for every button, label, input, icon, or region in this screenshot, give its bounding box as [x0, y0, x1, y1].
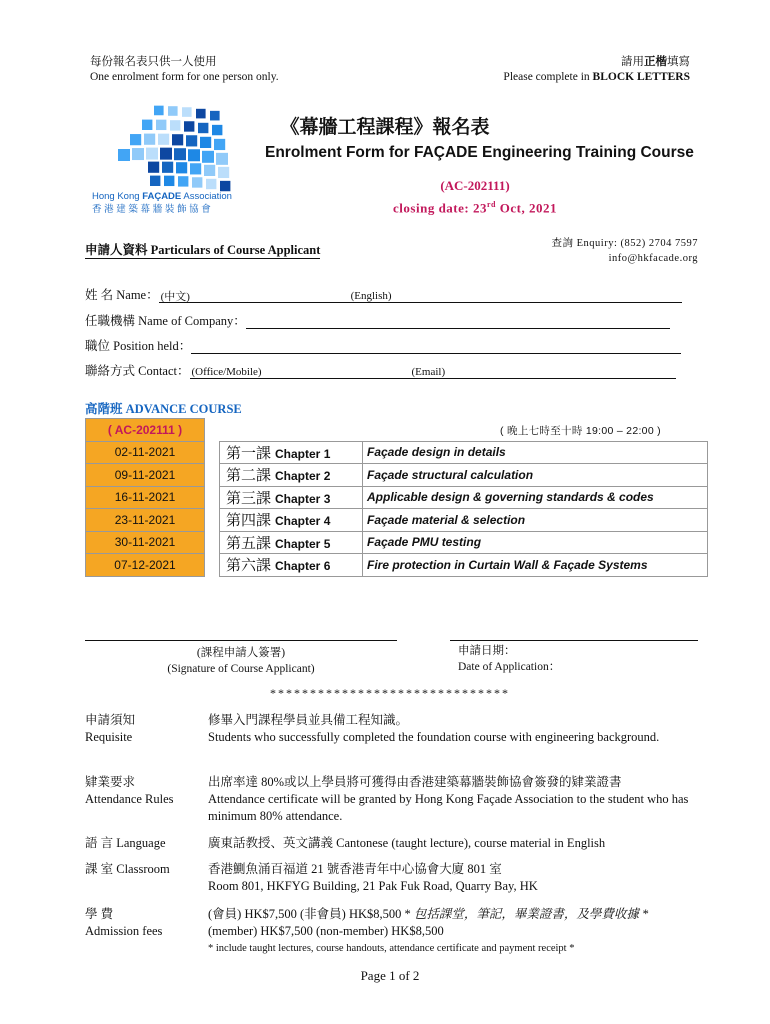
schedule-chapter — [220, 531, 363, 554]
contact-label: 聯絡方式 Contact： — [85, 364, 190, 378]
chapter-cn: 第一課 — [226, 444, 272, 462]
block-letters-en-prefix: Please complete in — [503, 71, 593, 83]
fees-label — [85, 906, 162, 940]
schedule-date: 02-11-2021 — [86, 441, 205, 464]
application-date-cn: 申請日期： — [458, 645, 516, 657]
table-row — [86, 554, 708, 577]
attendance-value-cn: 出席率達 80%或以上學員將可獲得由香港建築幕牆裝飾協會簽發的肄業證書 — [208, 775, 622, 789]
name-field-row — [85, 285, 682, 303]
requisite-value — [208, 712, 698, 746]
association-name-en-bold: FAÇADE — [142, 191, 182, 202]
logo-tile — [118, 149, 130, 161]
one-form-notice — [90, 55, 279, 85]
chapter-cn: 第六課 — [226, 557, 272, 575]
attendance-label — [85, 774, 174, 808]
position-label: 職位 Position held： — [85, 339, 192, 353]
chapter-en: Chapter 5 — [275, 536, 331, 551]
chapter-en: Chapter 4 — [275, 514, 331, 529]
attendance-value-en: Attendance certificate will be granted by Hong Kong Façade Association to the student who has minimum 80% attendance. — [208, 792, 689, 823]
schedule-chapter — [220, 509, 363, 532]
fees-label-en: Admission fees — [85, 924, 163, 938]
classroom-value — [208, 861, 698, 895]
company-label: 任職機構 Name of Company： — [85, 314, 246, 328]
enquiry-info — [552, 236, 699, 266]
block-letters-cn-suffix: 填寫 — [667, 56, 690, 68]
logo-tile — [218, 167, 229, 178]
logo-tile — [190, 163, 201, 174]
schedule-date: 23-11-2021 — [86, 509, 205, 532]
block-letters-en-bold: BLOCK LETTERS — [592, 71, 690, 83]
requisite-label — [85, 712, 135, 746]
chapter-en: Chapter 2 — [275, 469, 331, 484]
page-number: Page 1 of 2 — [360, 968, 420, 983]
closing-date-suffix: Oct, 2021 — [495, 200, 557, 216]
applicant-heading: 申請人資料 Particulars of Course Applicant — [85, 240, 320, 259]
closing-date-prefix: closing date: 23 — [393, 200, 487, 216]
logo-tile — [214, 139, 225, 150]
chapter-en: Chapter 6 — [275, 559, 331, 574]
chapter-cn: 第三課 — [226, 489, 272, 507]
table-row — [86, 531, 708, 554]
fees-value-line1: (會員) HK$7,500 (非會員) HK$8,500 * — [208, 907, 411, 921]
schedule-topic: Façade PMU testing — [363, 531, 708, 554]
signature-line[interactable] — [85, 640, 397, 641]
form-title-en: Enrolment Form for FAÇADE Engineering Training Course — [265, 144, 694, 161]
logo-tile — [188, 149, 200, 161]
association-name-cn: 香 港 建 築 幕 牆 裝 飾 協 會 — [92, 204, 211, 215]
company-field-row — [85, 311, 670, 329]
enquiry-phone: 查詢 Enquiry: (852) 2704 7597 — [551, 238, 698, 249]
fees-value-note: 包括課堂，筆記，畢業證書，及學費收據 * — [410, 907, 649, 921]
logo-tile — [162, 162, 173, 173]
application-date-line[interactable] — [450, 640, 698, 641]
company-input[interactable] — [246, 314, 670, 329]
contact-phone-input[interactable] — [190, 364, 410, 379]
name-cn-input[interactable] — [159, 288, 349, 303]
course-code: (AC-202111) — [440, 178, 510, 193]
chapter-cn: 第五課 — [226, 534, 272, 552]
requisite-value-cn: 修畢入門課程學員並具備工程知識。 — [208, 713, 409, 727]
classroom-value-en: Room 801, HKFYG Building, 21 Pak Fuk Road, Quarry Bay, HK — [208, 879, 538, 893]
contact-email-input[interactable] — [410, 364, 676, 379]
schedule-header-row — [86, 419, 708, 442]
course-schedule-table — [85, 418, 708, 577]
block-letters-cn-prefix: 請用 — [621, 56, 644, 68]
chapter-cn: 第四課 — [226, 512, 272, 530]
schedule-topic: Façade design in details — [363, 441, 708, 464]
schedule-chapter — [220, 554, 363, 577]
closing-date-sup: rd — [486, 200, 496, 209]
schedule-date: 07-12-2021 — [86, 554, 205, 577]
signature-caption-cn: (課程申請人簽署) — [196, 647, 286, 659]
block-letters-cn-bold: 正楷 — [644, 56, 667, 68]
signature-caption-en: (Signature of Course Applicant) — [167, 663, 315, 675]
chapter-cn: 第二課 — [226, 467, 272, 485]
contact-email-hint: (Email) — [411, 366, 446, 378]
schedule-chapter — [220, 441, 363, 464]
logo-tile — [160, 148, 172, 160]
fees-value-line2: (member) HK$7,500 (non-member) HK$8,500 — [208, 924, 444, 938]
block-letters-notice — [503, 55, 690, 85]
name-en-input[interactable] — [349, 288, 682, 303]
requisite-label-en: Requisite — [85, 730, 133, 744]
name-label: 姓 名 Name： — [85, 288, 159, 302]
attendance-label-cn: 肄業要求 — [85, 775, 136, 789]
contact-phone-hint: (Office/Mobile) — [191, 366, 262, 378]
fees-footnote: * include taught lectures, course handouts, attendance certificate and payment receipt * — [208, 943, 575, 954]
divider-stars: ****************************** — [270, 686, 510, 700]
schedule-chapter — [220, 486, 363, 509]
attendance-label-en: Attendance Rules — [85, 792, 174, 806]
logo-tile — [132, 148, 144, 160]
schedule-chapter — [220, 464, 363, 487]
association-name-en-prefix: Hong Kong — [92, 191, 143, 202]
table-row — [86, 464, 708, 487]
requisite-value-en: Students who successfully completed the foundation course with engineering background. — [208, 730, 660, 744]
one-form-notice-cn: 每份報名表只供一人使用 — [90, 56, 217, 68]
logo-tile — [176, 162, 187, 173]
fees-value — [208, 906, 698, 957]
name-cn-hint: (中文) — [160, 291, 190, 303]
classroom-value-cn: 香港鰂魚涌百福道 21 號香港青年中心協會大廈 801 室 — [208, 862, 502, 876]
contact-field-row — [85, 361, 676, 379]
logo-tile — [174, 148, 186, 160]
fees-label-cn: 學 費 — [85, 907, 114, 921]
advance-course-heading: 高階班 ADVANCE COURSE — [85, 402, 242, 416]
schedule-date: 09-11-2021 — [86, 464, 205, 487]
requisite-label-cn: 申請須知 — [85, 713, 136, 727]
logo-tile — [216, 153, 228, 165]
schedule-code-cell: ( AC-202111 ) — [86, 419, 205, 442]
language-label: 語 言 Language — [85, 836, 166, 850]
schedule-topic: Façade material & selection — [363, 509, 708, 532]
closing-date — [0, 200, 770, 216]
chapter-en: Chapter 1 — [275, 446, 331, 461]
enquiry-email: info@hkfacade.org — [608, 253, 698, 264]
logo-tile — [204, 165, 215, 176]
name-en-hint: (English) — [350, 290, 392, 302]
language-value: 廣東話教授、英文講義 Cantonese (taught lecture), course material in English — [208, 836, 606, 850]
logo-tile — [148, 162, 159, 173]
table-row — [86, 441, 708, 464]
form-title-cn: 《幕牆工程課程》報名表 — [280, 117, 490, 138]
table-row — [86, 509, 708, 532]
schedule-date: 30-11-2021 — [86, 531, 205, 554]
classroom-label: 課 室 Classroom — [85, 862, 170, 876]
table-row — [86, 486, 708, 509]
one-form-notice-en: One enrolment form for one person only. — [90, 71, 279, 83]
signature-caption — [85, 645, 397, 677]
schedule-topic: Fire protection in Curtain Wall & Façade Systems — [363, 554, 708, 577]
class-time-note: ( 晚上七時至十時 19:00 – 22:00 ) — [500, 425, 661, 437]
schedule-date: 16-11-2021 — [86, 486, 205, 509]
association-name-en-suffix: Association — [181, 191, 232, 202]
chapter-en: Chapter 3 — [275, 491, 331, 506]
schedule-topic: Applicable design & governing standards & codes — [363, 486, 708, 509]
schedule-topic: Façade structural calculation — [363, 464, 708, 487]
attendance-value — [208, 774, 698, 825]
logo-tile — [202, 151, 214, 163]
application-date-caption — [458, 643, 560, 675]
position-input[interactable] — [191, 339, 681, 354]
application-date-en: Date of Application： — [458, 661, 561, 673]
logo-tile — [146, 148, 158, 160]
position-field-row — [85, 336, 681, 354]
